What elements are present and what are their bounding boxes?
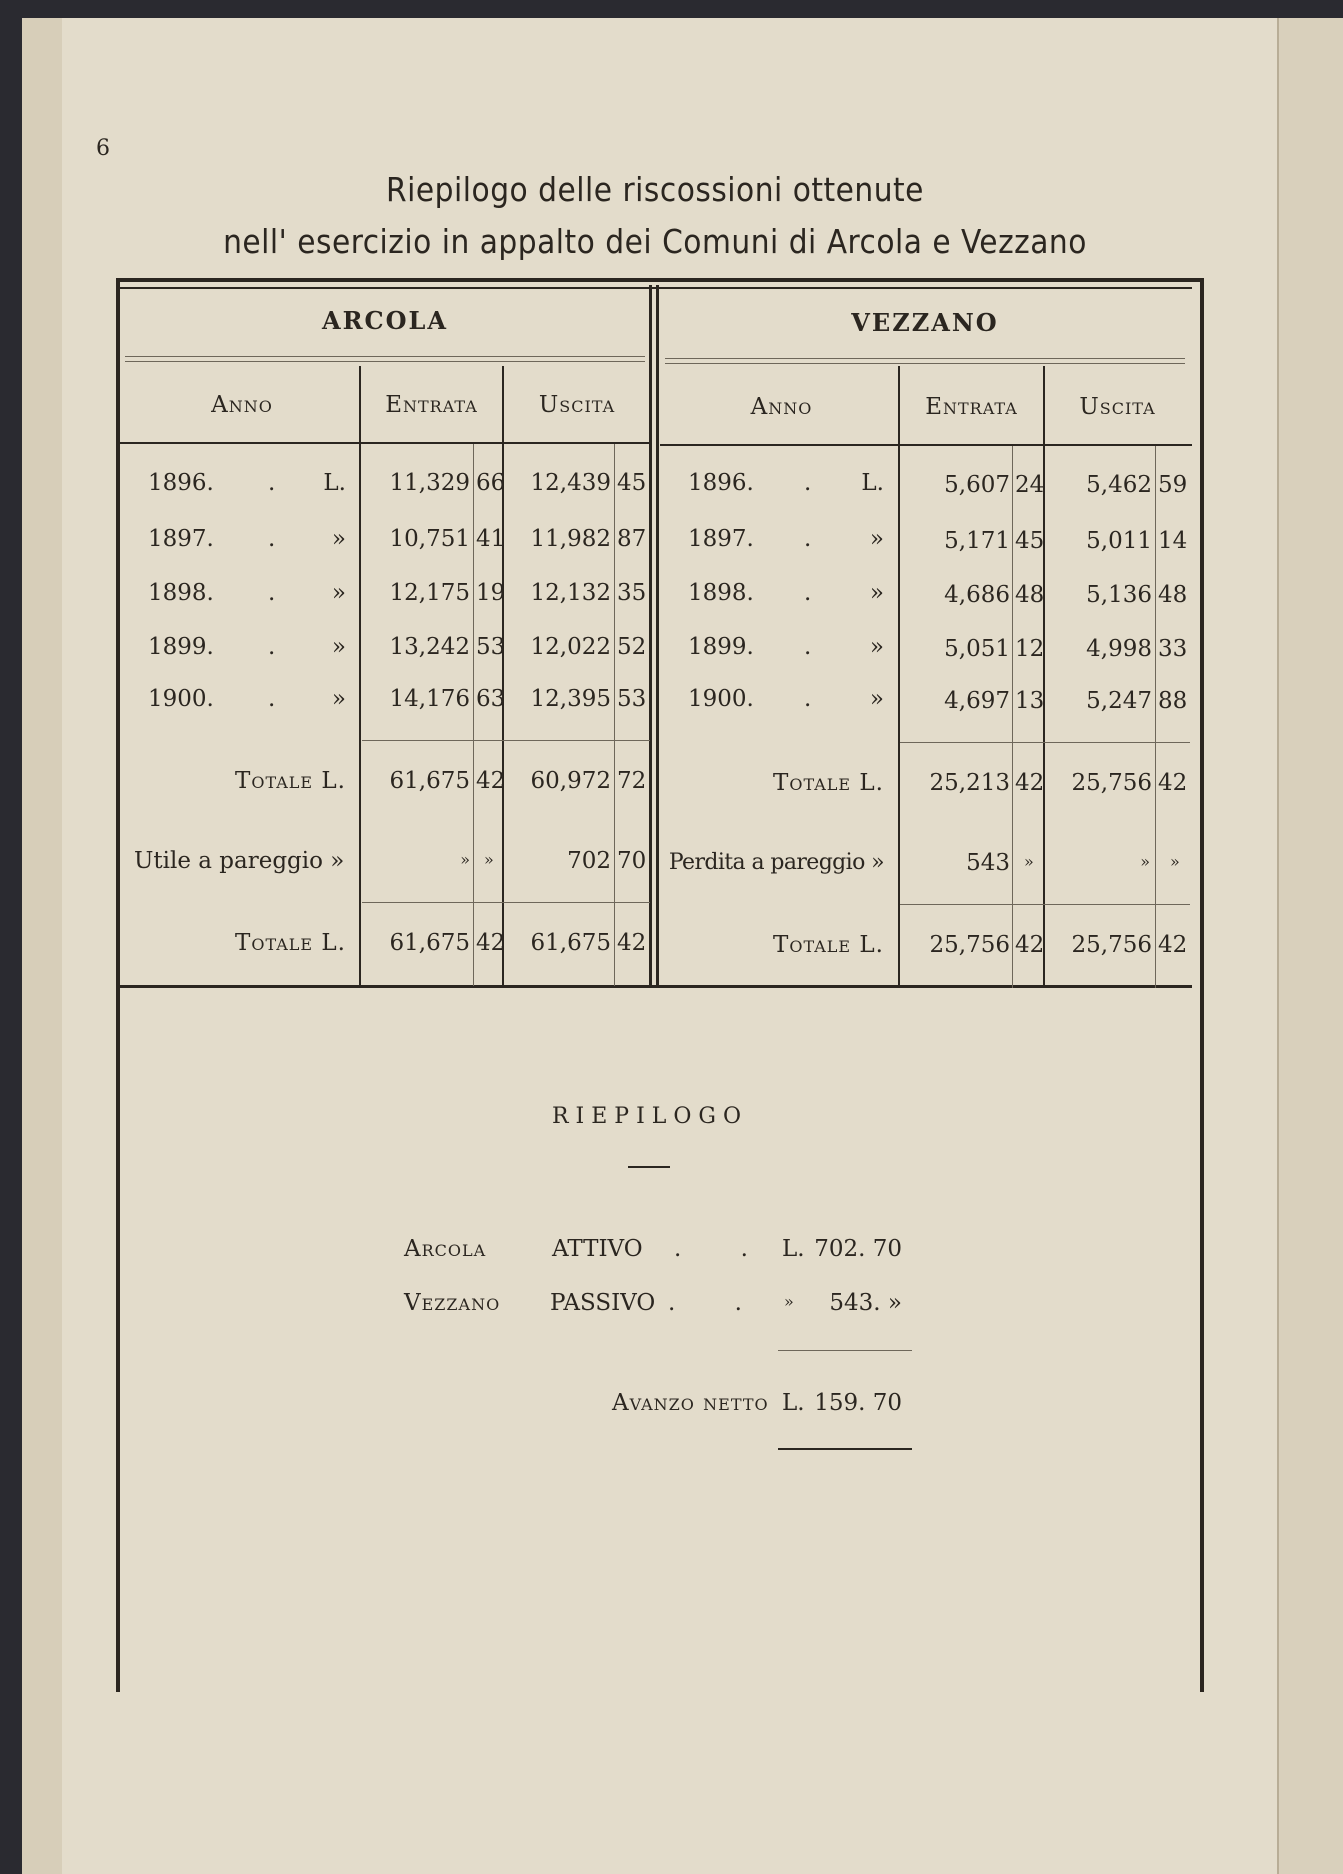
vezzano-entrata-cents-divider — [1012, 446, 1013, 988]
entrata-lire: 5,051 — [944, 636, 1010, 662]
avanzo-label: Avanzo netto — [612, 1390, 769, 1416]
arcola-col-divider-2 — [502, 366, 504, 986]
totale-label: Totale L. — [234, 768, 346, 794]
unit: » — [331, 634, 346, 660]
uscita-cents: 42 — [617, 930, 647, 956]
uscita-lire: 12,132 — [530, 580, 611, 606]
anno: 1896. — [148, 470, 214, 496]
uscita-cents: » — [1170, 852, 1180, 871]
dots: . — [268, 686, 276, 712]
entrata-cents: 41 — [476, 526, 506, 552]
arcola-subtotal-rule — [362, 740, 650, 741]
tipo: ATTIVO — [552, 1236, 643, 1262]
anno: 1896. — [688, 470, 754, 496]
unit: » — [869, 580, 884, 606]
arcola-col-entrata: Entrata — [385, 392, 478, 418]
unit: » — [331, 686, 346, 712]
uscita-lire: 5,462 — [1086, 472, 1152, 498]
unit: » — [331, 580, 346, 606]
unit: » — [784, 1292, 794, 1311]
entrata-cents: 42 — [1015, 770, 1045, 796]
center-divider-b — [656, 285, 659, 987]
page-edge-stain — [22, 18, 62, 1874]
uscita-lire: 12,439 — [530, 470, 611, 496]
uscita-lire: 5,011 — [1086, 528, 1152, 554]
uscita-cents: 33 — [1158, 636, 1188, 662]
entrata-cents: 42 — [476, 768, 506, 794]
entrata-lire: 543 — [966, 850, 1010, 876]
entrata-lire: 14,176 — [389, 686, 470, 712]
unit: » — [869, 634, 884, 660]
avanzo-unit: L. — [782, 1390, 805, 1416]
totale-label: Totale L. — [772, 770, 884, 796]
riepilogo-title-dash — [628, 1166, 670, 1168]
uscita-lire: 60,972 — [530, 768, 611, 794]
vezzano-header-rule-a — [665, 358, 1185, 359]
arcola-column-header-rule — [120, 442, 650, 444]
unit: » — [331, 526, 346, 552]
uscita-cents: 70 — [617, 848, 647, 874]
arcola-entrata-cents-divider — [473, 444, 474, 986]
unit: L. — [323, 470, 346, 496]
vezzano-col-uscita: Uscita — [1079, 394, 1156, 420]
uscita-cents: 35 — [617, 580, 647, 606]
next-page-edge — [1277, 18, 1343, 1874]
vezzano-col-anno: Anno — [750, 394, 813, 420]
entrata-cents: » — [484, 850, 494, 869]
entrata-lire: 12,175 — [389, 580, 470, 606]
uscita-cents: 48 — [1158, 582, 1188, 608]
uscita-lire: 12,022 — [530, 634, 611, 660]
uscita-cents: 45 — [617, 470, 647, 496]
uscita-lire: 702 — [567, 848, 611, 874]
vezzano-col-entrata: Entrata — [925, 394, 1018, 420]
uscita-lire: 11,982 — [530, 526, 611, 552]
comune: Vezzano — [404, 1290, 501, 1316]
arcola-col-divider-1 — [359, 366, 361, 986]
entrata-cents: » — [1024, 852, 1034, 871]
arcola-col-uscita: Uscita — [538, 392, 616, 418]
anno: 1899. — [688, 634, 754, 660]
totale-label: Totale L. — [772, 932, 884, 958]
arcola-header-rule-a — [125, 356, 645, 357]
dots: . — [268, 470, 276, 496]
unit: L. — [782, 1236, 805, 1262]
dots: . — [268, 580, 276, 606]
vezzano-col-divider-2 — [1043, 366, 1045, 988]
entrata-cents: 53 — [476, 634, 506, 660]
uscita-cents: 88 — [1158, 688, 1188, 714]
entrata-lire: 4,697 — [944, 688, 1010, 714]
dots: . — [804, 470, 812, 496]
dots: . — [804, 686, 812, 712]
vezzano-header-rule-b — [665, 363, 1185, 364]
value: 702. 70 — [814, 1236, 902, 1262]
entrata-cents: 24 — [1015, 472, 1045, 498]
uscita-lire: 5,136 — [1086, 582, 1152, 608]
uscita-lire: 4,998 — [1086, 636, 1152, 662]
entrata-cents: 13 — [1015, 688, 1045, 714]
vezzano-column-header-rule — [660, 444, 1192, 446]
entrata-lire: » — [460, 850, 470, 869]
entrata-lire: 61,675 — [389, 930, 470, 956]
anno: 1900. — [688, 686, 754, 712]
pareggio-label: Perdita a pareggio » — [668, 850, 884, 875]
anno: 1899. — [148, 634, 214, 660]
tipo: PASSIVO — [550, 1290, 656, 1316]
entrata-cents: 66 — [476, 470, 506, 496]
entrata-lire: 13,242 — [389, 634, 470, 660]
page-number: 6 — [96, 136, 110, 161]
uscita-cents: 14 — [1158, 528, 1188, 554]
dots: . . — [674, 1236, 774, 1262]
uscita-lire: » — [1140, 852, 1150, 871]
uscita-cents: 59 — [1158, 472, 1188, 498]
uscita-cents: 72 — [617, 768, 647, 794]
entrata-lire: 5,171 — [944, 528, 1010, 554]
entrata-lire: 11,329 — [389, 470, 470, 496]
unit: » — [869, 686, 884, 712]
entrata-lire: 25,213 — [929, 770, 1010, 796]
uscita-lire: 25,756 — [1071, 770, 1152, 796]
pareggio-label: Utile a pareggio » — [134, 848, 345, 874]
vezzano-total-rule — [900, 904, 1190, 905]
dots: . — [804, 634, 812, 660]
value: 543. » — [829, 1290, 902, 1316]
title-line-2: nell' esercizio in appalto dei Comuni di Arcola e Vezzano — [223, 222, 1087, 261]
vezzano-header: VEZZANO — [851, 308, 999, 337]
title-line-1: Riepilogo delle riscossioni ottenute — [386, 170, 924, 209]
vezzano-col-divider-1 — [898, 366, 900, 988]
arcola-header-rule-b — [125, 361, 645, 362]
entrata-lire: 25,756 — [929, 932, 1010, 958]
comune: Arcola — [404, 1236, 487, 1262]
entrata-lire: 4,686 — [944, 582, 1010, 608]
anno: 1900. — [148, 686, 214, 712]
entrata-lire: 61,675 — [389, 768, 470, 794]
riepilogo-sum-rule — [778, 1350, 912, 1351]
entrata-cents: 42 — [1015, 932, 1045, 958]
arcola-col-anno: Anno — [211, 392, 273, 418]
avanzo-value: 159. 70 — [814, 1390, 902, 1416]
uscita-cents: 42 — [1158, 770, 1188, 796]
anno: 1898. — [688, 580, 754, 606]
entrata-cents: 19 — [476, 580, 506, 606]
totale-label: Totale L. — [234, 930, 346, 956]
entrata-cents: 45 — [1015, 528, 1045, 554]
uscita-lire: 25,756 — [1071, 932, 1152, 958]
uscita-lire: 5,247 — [1086, 688, 1152, 714]
riepilogo-final-rule — [778, 1448, 912, 1450]
arcola-total-rule — [362, 902, 650, 903]
dots: . — [268, 526, 276, 552]
uscita-cents: 87 — [617, 526, 647, 552]
entrata-lire: 10,751 — [389, 526, 470, 552]
vezzano-subtotal-rule — [900, 742, 1190, 743]
entrata-cents: 42 — [476, 930, 506, 956]
entrata-lire: 5,607 — [944, 472, 1010, 498]
arcola-uscita-cents-divider — [614, 444, 615, 986]
entrata-cents: 63 — [476, 686, 506, 712]
uscita-lire: 12,395 — [530, 686, 611, 712]
anno: 1897. — [148, 526, 214, 552]
entrata-cents: 12 — [1015, 636, 1045, 662]
entrata-cents: 48 — [1015, 582, 1045, 608]
center-divider-a — [649, 285, 652, 987]
uscita-lire: 61,675 — [530, 930, 611, 956]
arcola-header: ARCOLA — [321, 306, 449, 335]
riepilogo-title: RIEPILOGO — [551, 1104, 749, 1129]
dots: . — [804, 526, 812, 552]
uscita-cents: 53 — [617, 686, 647, 712]
anno: 1898. — [148, 580, 214, 606]
dots: . — [804, 580, 812, 606]
vezzano-uscita-cents-divider — [1155, 446, 1156, 988]
uscita-cents: 42 — [1158, 932, 1188, 958]
uscita-cents: 52 — [617, 634, 647, 660]
anno: 1897. — [688, 526, 754, 552]
unit: L. — [861, 470, 884, 496]
unit: » — [869, 526, 884, 552]
dots: . — [268, 634, 276, 660]
dots: . . — [668, 1290, 768, 1316]
